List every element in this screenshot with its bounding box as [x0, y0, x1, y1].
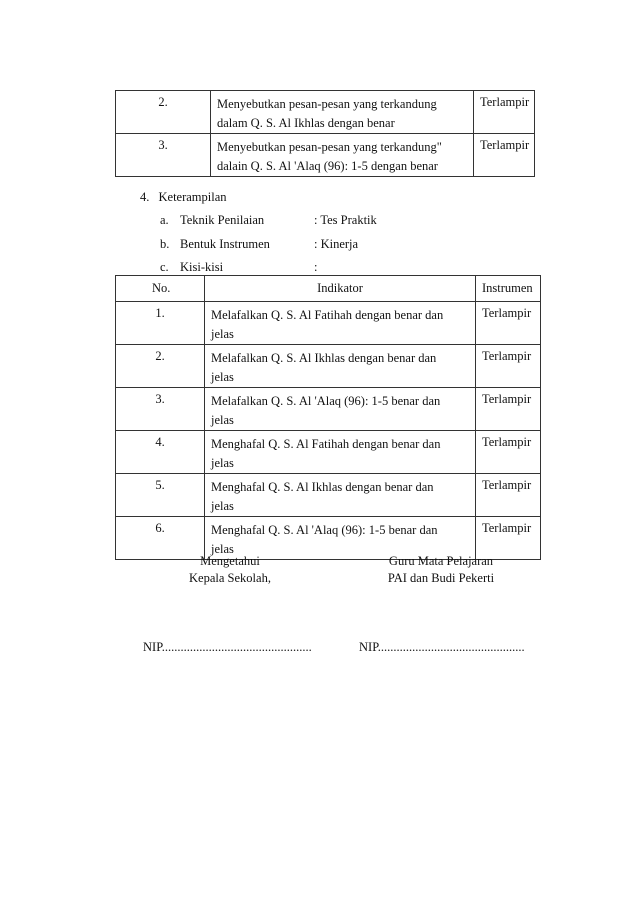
section-title: Keterampilan — [158, 190, 227, 204]
cell-no: 3. — [116, 134, 211, 177]
cell-instrumen: Terlampir — [476, 517, 541, 560]
cell-no: 1. — [116, 302, 205, 345]
header-instrumen: Instrumen — [476, 276, 541, 302]
indikator-line: jelas — [211, 413, 234, 427]
table-continued — [115, 90, 535, 177]
header-no: No. — [116, 276, 205, 302]
signature-left — [180, 553, 280, 587]
indikator-line: Menyebutkan pesan-pesan yang terkandung" — [217, 140, 442, 154]
list-item — [160, 237, 359, 252]
table-row — [116, 91, 535, 134]
cell-no: 6. — [116, 517, 205, 560]
item-label: Kisi-kisi — [180, 260, 224, 274]
indikator-line: Menghafal Q. S. Al Ikhlas dengan benar dan — [211, 480, 434, 494]
table-row — [116, 474, 541, 517]
indikator-line: Menghafal Q. S. Al 'Alaq (96): 1-5 benar dan — [211, 523, 438, 537]
signature-role: Guru Mata Pelajaran — [388, 554, 494, 568]
signature-role: Mengetahui — [200, 554, 260, 568]
indikator-line: Melafalkan Q. S. Al 'Alaq (96): 1-5 benar dan — [211, 394, 441, 408]
table-row — [116, 431, 541, 474]
item-letter: a. — [160, 213, 169, 227]
cell-no: 2. — [116, 345, 205, 388]
table-row — [116, 388, 541, 431]
cell-instrumen: Terlampir — [476, 388, 541, 431]
table-row — [116, 302, 541, 345]
indikator-line: jelas — [211, 542, 234, 556]
indikator-line: Melafalkan Q. S. Al Fatihah dengan benar dan — [211, 308, 444, 322]
cell-indikator — [211, 91, 474, 134]
cell-no: 5. — [116, 474, 205, 517]
signature-title: PAI dan Budi Pekerti — [387, 571, 495, 585]
indikator-line: jelas — [211, 370, 234, 384]
list-item — [160, 213, 377, 228]
cell-no: 4. — [116, 431, 205, 474]
cell-indikator — [211, 134, 474, 177]
nip-left: NIP................................................ — [143, 640, 312, 654]
cell-instrumen: Terlampir — [476, 431, 541, 474]
cell-indikator — [205, 345, 476, 388]
cell-indikator — [205, 474, 476, 517]
indikator-line: Menghafal Q. S. Al Fatihah dengan benar dan — [211, 437, 441, 451]
section-heading — [140, 190, 227, 205]
indikator-line: dalain Q. S. Al 'Alaq (96): 1-5 dengan benar — [217, 159, 438, 173]
item-value: : — [314, 260, 318, 274]
cell-indikator — [205, 302, 476, 345]
cell-indikator — [205, 431, 476, 474]
cell-no: 3. — [116, 388, 205, 431]
cell-instrumen: Terlampir — [476, 474, 541, 517]
cell-instrumen: Terlampir — [474, 134, 535, 177]
table-kisi-kisi — [115, 275, 541, 560]
item-value: : Kinerja — [314, 237, 359, 251]
item-label: Bentuk Instrumen — [180, 237, 270, 251]
table-header-row — [116, 276, 541, 302]
item-label: Teknik Penilaian — [180, 213, 265, 227]
cell-instrumen: Terlampir — [476, 302, 541, 345]
signature-right — [378, 553, 504, 587]
table-row — [116, 134, 535, 177]
cell-no: 2. — [116, 91, 211, 134]
section-number: 4. — [140, 190, 150, 204]
list-item — [160, 260, 318, 275]
table-row — [116, 345, 541, 388]
item-letter: b. — [160, 237, 170, 251]
indikator-line: jelas — [211, 327, 234, 341]
cell-indikator — [205, 388, 476, 431]
cell-instrumen: Terlampir — [476, 345, 541, 388]
indikator-line: Menyebutkan pesan-pesan yang terkandung — [217, 97, 437, 111]
indikator-line: dalam Q. S. Al Ikhlas dengan benar — [217, 116, 395, 130]
header-indikator: Indikator — [205, 276, 476, 302]
indikator-line: jelas — [211, 499, 234, 513]
item-value: : Tes Praktik — [314, 213, 377, 227]
signature-title: Kepala Sekolah, — [189, 571, 271, 585]
cell-instrumen: Terlampir — [474, 91, 535, 134]
item-letter: c. — [160, 260, 169, 274]
indikator-line: jelas — [211, 456, 234, 470]
nip-right: NIP............................................... — [359, 640, 525, 654]
indikator-line: Melafalkan Q. S. Al Ikhlas dengan benar dan — [211, 351, 437, 365]
